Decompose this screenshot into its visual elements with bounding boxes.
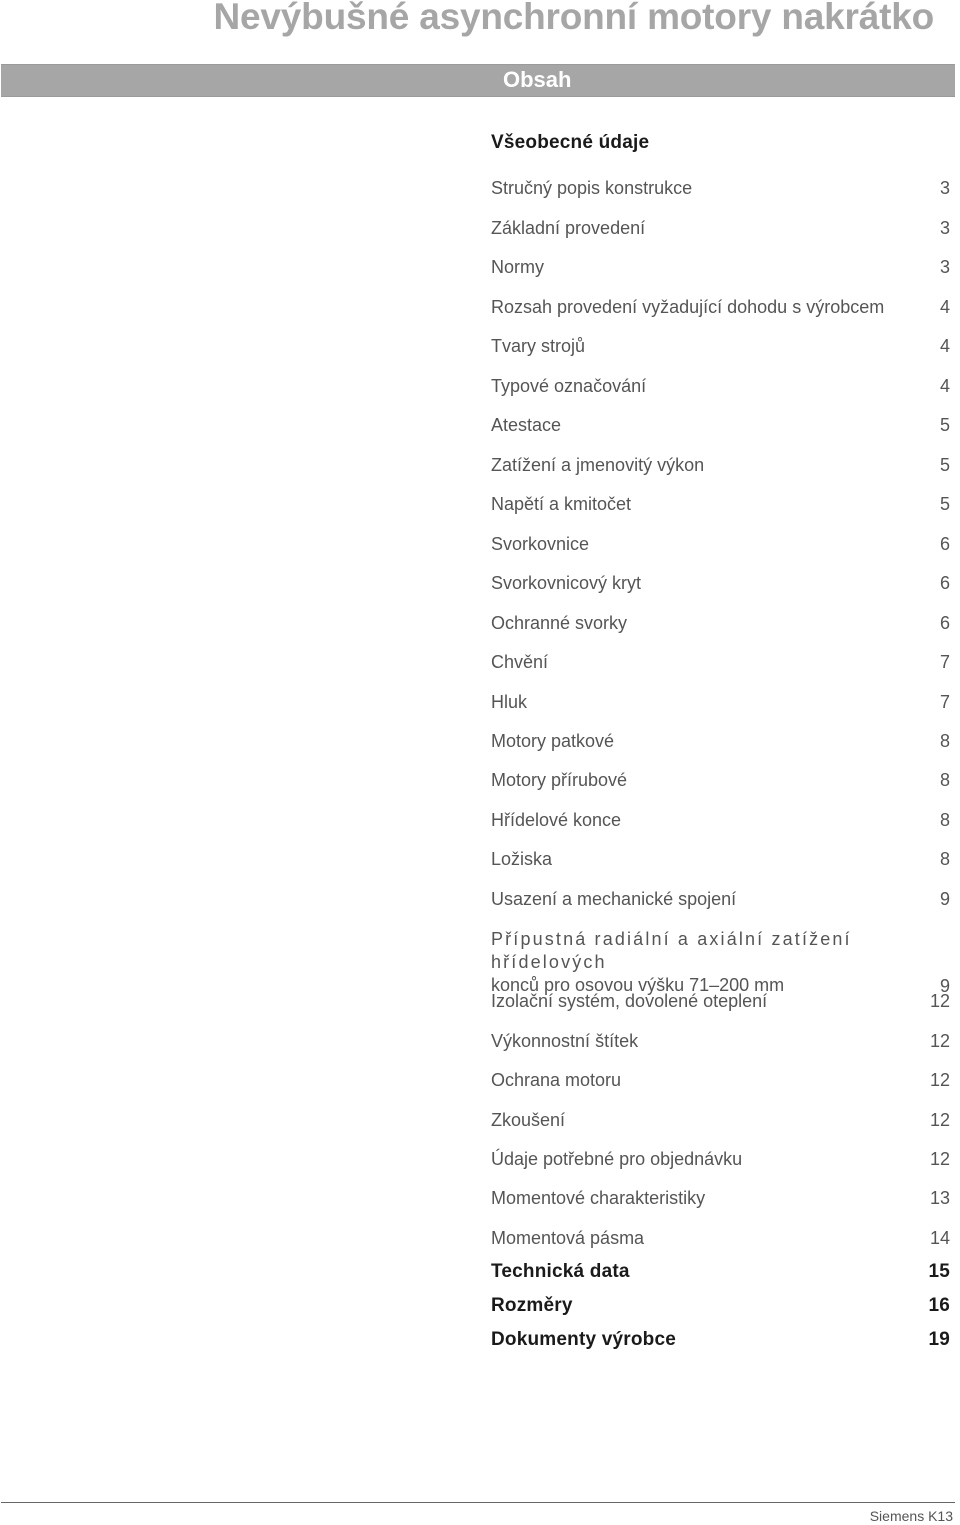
toc-item[interactable]	[491, 991, 950, 1012]
toc-item[interactable]	[491, 692, 950, 713]
toc-item-label: Svorkovnice	[491, 534, 590, 554]
toc-item-label: Momentová pásma	[491, 1228, 645, 1248]
toc-item-page: 12	[929, 1110, 950, 1130]
toc-item[interactable]	[491, 178, 950, 199]
toc-item-label: Izolační systém, dovolené oteplení	[491, 991, 768, 1011]
toc-item-page: 3	[939, 257, 950, 277]
toc-item-label: Výkonnostní štítek	[491, 1031, 639, 1051]
toc-item-label: Ochrana motoru	[491, 1070, 622, 1090]
toc-item-label: Rozměry	[491, 1295, 573, 1316]
toc-item-page: 13	[929, 1188, 950, 1208]
toc-item[interactable]	[491, 534, 950, 555]
toc-item-label: Stručný popis konstrukce	[491, 178, 693, 198]
toc-item[interactable]	[491, 376, 950, 397]
toc-item-page: 6	[939, 534, 950, 554]
toc-item-label: Tvary strojů	[491, 336, 586, 356]
toc-item[interactable]	[491, 731, 950, 752]
footer-text: Siemens K13	[869, 1508, 953, 1524]
toc-item-page: 5	[939, 415, 950, 435]
toc-item[interactable]	[491, 218, 950, 239]
toc-item[interactable]	[491, 1261, 950, 1283]
toc-item[interactable]	[491, 336, 950, 357]
toc-item[interactable]	[491, 1070, 950, 1091]
toc-item-label: Chvění	[491, 652, 549, 672]
toc-item-page: 7	[939, 692, 950, 712]
toc-item-label: Ochranné svorky	[491, 613, 628, 633]
toc-item-label: Usazení a mechanické spojení	[491, 889, 737, 909]
toc-item-label: Svorkovnicový kryt	[491, 573, 642, 593]
toc-item-label: Momentové charakteristiky	[491, 1188, 706, 1208]
toc-item-page: 12	[929, 991, 950, 1011]
toc-item[interactable]	[491, 928, 950, 997]
toc-item-page: 8	[939, 731, 950, 751]
toc-item-label: Motory patkové	[491, 731, 615, 751]
toc-item-label: Hřídelové konce	[491, 810, 622, 830]
toc-item-page: 8	[939, 810, 950, 830]
toc-item-page: 12	[929, 1070, 950, 1090]
toc-item-label: Rozsah provedení vyžadující dohodu s výrobcem	[491, 297, 885, 317]
toc-item-page: 6	[939, 613, 950, 633]
toc-item-label: Hluk	[491, 692, 528, 712]
toc-item-page: 3	[939, 178, 950, 198]
toc-item-page: 4	[939, 376, 950, 396]
document-title: Nevýbušné asynchronní motory nakrátko	[213, 0, 934, 37]
toc-item-page: 7	[939, 652, 950, 672]
toc-item-page: 9	[939, 976, 950, 996]
toc-item-page: 6	[939, 573, 950, 593]
toc-item[interactable]	[491, 573, 950, 594]
toc-item-page: 5	[939, 494, 950, 514]
toc-item[interactable]	[491, 1110, 950, 1131]
toc-item-page: 8	[939, 849, 950, 869]
toc-item-page: 9	[939, 889, 950, 909]
contents-bar	[1, 64, 955, 97]
toc-item[interactable]	[491, 297, 950, 318]
toc-item[interactable]	[491, 1295, 950, 1317]
contents-label: Obsah	[503, 67, 572, 92]
toc-item-page: 15	[928, 1261, 950, 1282]
toc-section-heading: Všeobecné údaje	[491, 132, 650, 153]
toc-item-label: Napětí a kmitočet	[491, 494, 632, 514]
toc-item-page: 5	[939, 455, 950, 475]
toc-item-label: Ložiska	[491, 849, 553, 869]
toc-item[interactable]	[491, 494, 950, 515]
toc-item-page: 19	[928, 1329, 950, 1350]
toc-item-label: Údaje potřebné pro objednávku	[491, 1149, 743, 1169]
toc-item-page: 14	[929, 1228, 950, 1248]
toc-item-page: 8	[939, 770, 950, 790]
toc-item[interactable]	[491, 613, 950, 634]
toc-item-page: 12	[929, 1031, 950, 1051]
toc-item-label: Základní provedení	[491, 218, 646, 238]
toc-item-page: 4	[939, 297, 950, 317]
toc-item-label: Zatížení a jmenovitý výkon	[491, 455, 705, 475]
toc-item[interactable]	[491, 1188, 950, 1209]
toc-item[interactable]	[491, 257, 950, 278]
toc-item-label-line2: konců pro osovou výšku 71–200 mm	[491, 975, 785, 995]
toc-item-label: Technická data	[491, 1261, 630, 1282]
toc-item[interactable]	[491, 849, 950, 870]
toc-item[interactable]	[491, 455, 950, 476]
toc-item-label: Normy	[491, 257, 544, 277]
toc-item-label: Typové označování	[491, 376, 647, 396]
toc-item-label: Motory přírubové	[491, 770, 628, 790]
toc-item-label-line1: Přípustná radiální a axiální zatížení hřídelových	[491, 929, 852, 972]
toc-item[interactable]	[491, 770, 950, 791]
toc-item-label: Dokumenty výrobce	[491, 1329, 677, 1350]
toc-item[interactable]	[491, 1149, 950, 1170]
toc-item[interactable]	[491, 1031, 950, 1052]
toc-item-page: 4	[939, 336, 950, 356]
toc-item[interactable]	[491, 1329, 950, 1351]
toc-item-page: 3	[939, 218, 950, 238]
toc-item[interactable]	[491, 889, 950, 910]
toc-item-page: 12	[929, 1149, 950, 1169]
toc-item[interactable]	[491, 652, 950, 673]
toc-item-label	[491, 928, 959, 997]
toc-item[interactable]	[491, 810, 950, 831]
footer-rule	[1, 1502, 955, 1503]
toc-item-label: Zkoušení	[491, 1110, 566, 1130]
toc-item[interactable]	[491, 415, 950, 436]
toc-item[interactable]	[491, 1228, 950, 1249]
toc-item-label: Atestace	[491, 415, 562, 435]
toc-item-page: 16	[928, 1295, 950, 1316]
